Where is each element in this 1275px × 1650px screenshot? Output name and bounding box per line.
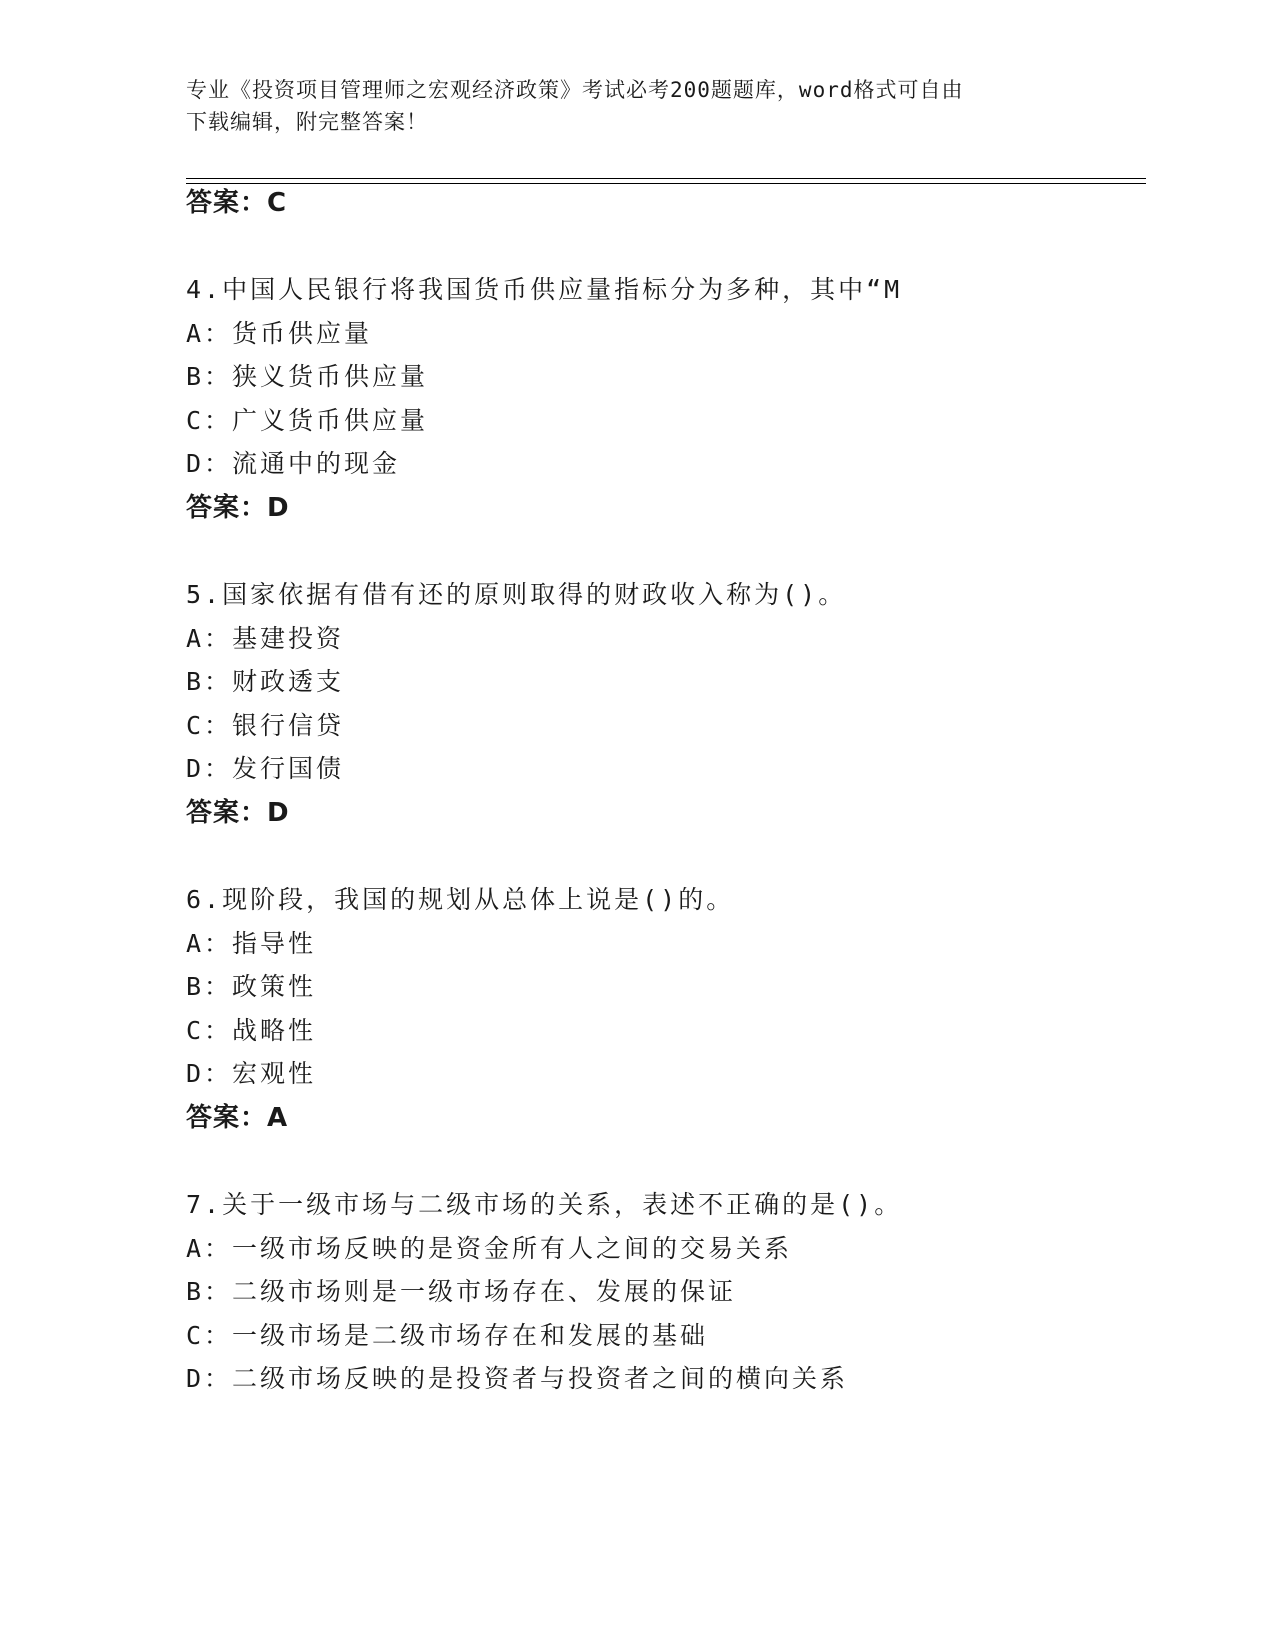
question-7-option-c: C：一级市场是二级市场存在和发展的基础 — [186, 1321, 709, 1350]
question-6-option-a: A：指导性 — [186, 929, 317, 958]
question-4-option-d: D：流通中的现金 — [186, 449, 401, 478]
question-6-option-b: B：政策性 — [186, 972, 317, 1001]
header-rule-bottom — [186, 183, 1146, 184]
question-4-option-b: B：狭义货币供应量 — [186, 362, 429, 391]
question-4-option-c: C：广义货币供应量 — [186, 406, 429, 435]
answer-previous: 答案：C — [186, 188, 288, 218]
question-5-stem: 5.国家依据有借有还的原则取得的财政收入称为()。 — [186, 580, 847, 609]
header-rule-top — [186, 178, 1146, 179]
question-5-option-d: D：发行国债 — [186, 754, 345, 783]
question-6-option-d: D：宏观性 — [186, 1059, 317, 1088]
header-line-2: 下载编辑，附完整答案！ — [186, 110, 428, 134]
question-7-stem: 7.关于一级市场与二级市场的关系，表述不正确的是()。 — [186, 1190, 903, 1219]
question-4-answer: 答案：D — [186, 493, 290, 523]
question-6-stem: 6.现阶段，我国的规划从总体上说是()的。 — [186, 885, 735, 914]
document-header — [186, 74, 1086, 138]
header-line-1: 专业《投资项目管理师之宏观经济政策》考试必考200题题库，word格式可自由 — [186, 78, 964, 102]
question-5-answer: 答案：D — [186, 798, 290, 828]
question-4-stem: 4.中国人民银行将我国货币供应量指标分为多种，其中“M — [186, 275, 903, 304]
question-4-option-a: A：货币供应量 — [186, 319, 373, 348]
question-6-option-c: C：战略性 — [186, 1016, 317, 1045]
question-7-option-b: B：二级市场则是一级市场存在、发展的保证 — [186, 1277, 737, 1306]
question-5-option-c: C：银行信贷 — [186, 711, 345, 740]
question-6-answer: 答案：A — [186, 1103, 289, 1133]
question-5-option-a: A：基建投资 — [186, 624, 345, 653]
question-7-option-d: D：二级市场反映的是投资者与投资者之间的横向关系 — [186, 1364, 849, 1393]
question-7-option-a: A：一级市场反映的是资金所有人之间的交易关系 — [186, 1234, 793, 1263]
question-5-option-b: B：财政透支 — [186, 667, 345, 696]
